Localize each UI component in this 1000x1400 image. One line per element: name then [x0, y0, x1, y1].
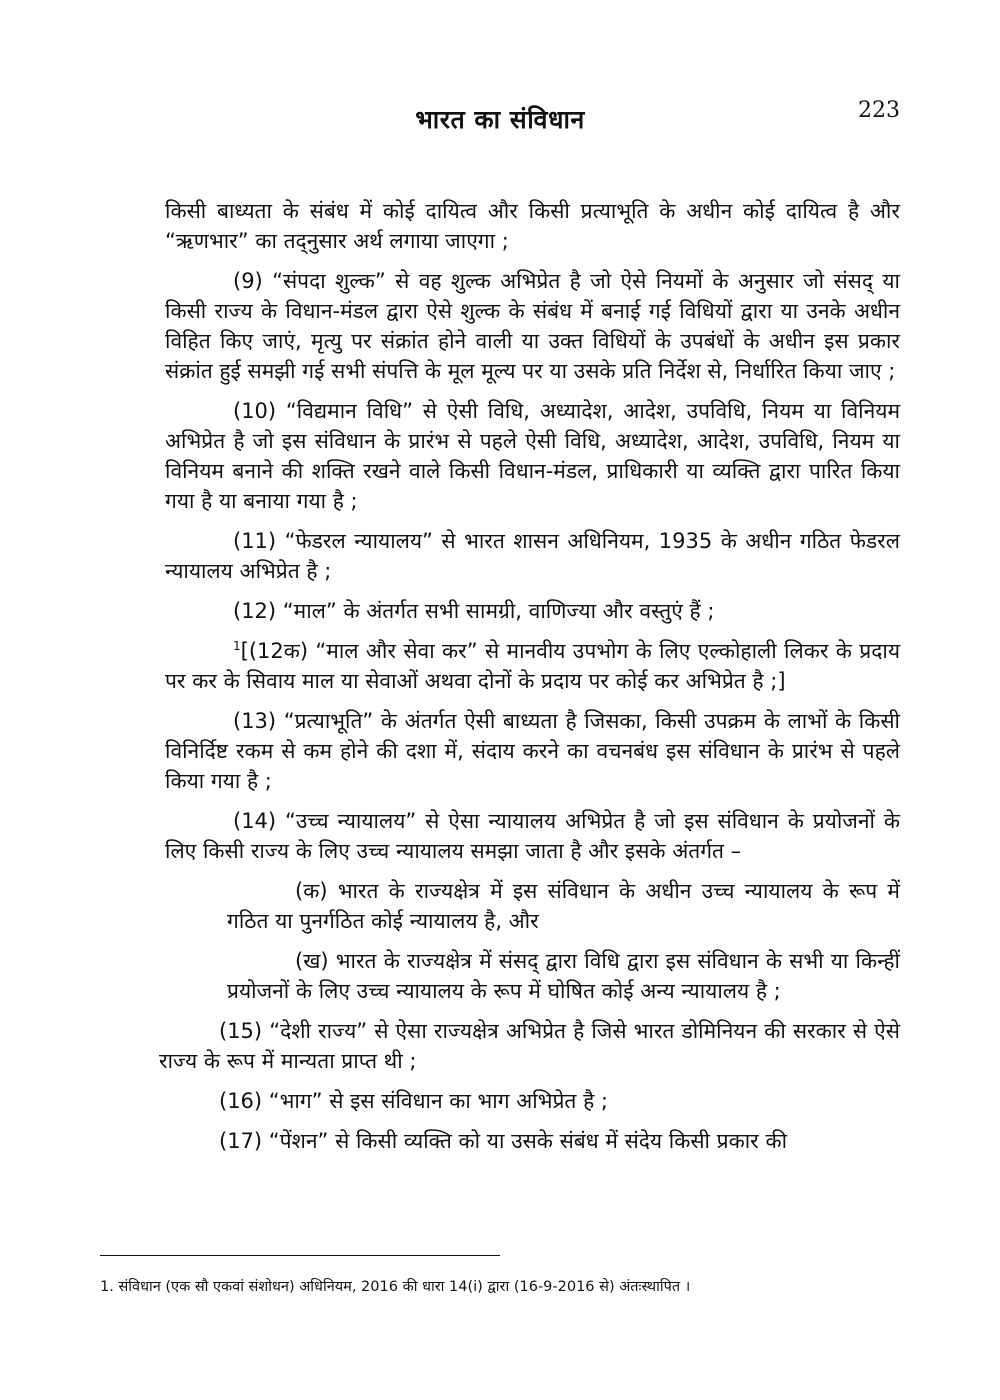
clause-12ka [165, 636, 900, 696]
clause-11: (11) “फेडरल न्यायालय” से भारत शासन अधिनियम, 1935 के अधीन गठित फेडरल न्यायालय अभिप्रेत है ; [165, 529, 900, 583]
clause-15: (15) “देशी राज्य” से ऐसा राज्यक्षेत्र अभिप्रेत है जिसे भारत डोमिनियन की सरकार से ऐसे राज्य के रूप में मान्यता प्राप्त थी ; [159, 1019, 900, 1073]
sub-clause-kha: (ख) भारत के राज्यक्षेत्र में संसद् द्वारा विधि द्वारा इस संविधान के सभी या किन्हीं प्रयोजनों के लिए उच्च न्यायालय के रूप में घोषित कोई अन्य न्यायालय है ; [227, 949, 900, 1003]
page-number: 223 [858, 98, 900, 123]
clause-13: (13) “प्रत्याभूति” के अंतर्गत ऐसी बाध्यता है जिसका, किसी उपक्रम के लाभों के किसी विनिर्दिष्ट रकम से कम होने की दशा में, संदाय करने का वचनबंध इस संविधान के प्रारंभ से पहले किया गया है ; [165, 709, 900, 793]
footnote-marker: 1 [233, 639, 241, 653]
page-header [0, 98, 1000, 138]
document-body [159, 196, 900, 1166]
footnote-divider [100, 1255, 500, 1256]
clause-12ka-text: [(12क) “माल और सेवा कर” से मानवीय उपभोग के लिए एल्कोहाली लिकर के प्रदाय पर कर के सिवाय माल या सेवाओं अथवा दोनों के प्रदाय पर कोई कर अभिप्रेत है ;] [165, 639, 900, 693]
continued-paragraph: किसी बाध्यता के संबंध में कोई दायित्व और किसी प्रत्याभूति के अधीन कोई दायित्व है और “ऋणभार” का तद्नुसार अर्थ लगाया जाएगा ; [165, 199, 900, 253]
footnote: 1. संविधान (एक सौ एकवां संशोधन) अधिनियम, 2016 की धारा 14(i) द्वारा (16-9-2016 से) अंतःस्थापित । [100, 1279, 691, 1295]
clause-9: (9) “संपदा शुल्क” से वह शुल्क अभिप्रेत है जो ऐसे नियमों के अनुसार जो संसद् या किसी राज्य के विधान-मंडल द्वारा ऐसे शुल्क के संबंध में बनाई गई विधियों द्वारा या उनके अधीन विहित किए जाएं, मृत्यु पर संक्रांत होने वाली या उक्त विधियों के उपबंधों के अधीन इस प्रकार संक्रांत हुई समझी गई सभी संपत्ति के मूल मूल्य पर या उसके प्रति निर्देश से, निर्धारित किया जाए ; [165, 269, 900, 383]
clause-14: (14) “उच्च न्यायालय” से ऐसा न्यायालय अभिप्रेत है जो इस संविधान के प्रयोजनों के लिए किसी राज्य के लिए उच्च न्यायालय समझा जाता है और इसके अंतर्गत – [165, 809, 900, 863]
clause-12: (12) “माल” के अंतर्गत सभी सामग्री, वाणिज्या और वस्तुएं हैं ; [233, 599, 715, 623]
clause-17: (17) “पेंशन” से किसी व्यक्ति को या उसके संबंध में संदेय किसी प्रकार की [219, 1129, 788, 1153]
clause-16: (16) “भाग” से इस संविधान का भाग अभिप्रेत है ; [219, 1089, 608, 1113]
page-title: भारत का संविधान [415, 105, 585, 134]
sub-clause-ka: (क) भारत के राज्यक्षेत्र में इस संविधान के अधीन उच्च न्यायालय के रूप में गठित या पुनर्गठित कोई न्यायालय है, और [227, 879, 900, 933]
clause-10: (10) “विद्यमान विधि” से ऐसी विधि, अध्यादेश, आदेश, उपविधि, नियम या विनियम अभिप्रेत है जो इस संविधान के प्रारंभ से पहले ऐसी विधि, अध्यादेश, आदेश, उपविधि, नियम या विनियम बनाने की शक्ति रखने वाले किसी विधान-मंडल, प्राधिकारी या व्यक्ति द्वारा पारित किया गया है या बनाया गया है ; [165, 399, 900, 513]
